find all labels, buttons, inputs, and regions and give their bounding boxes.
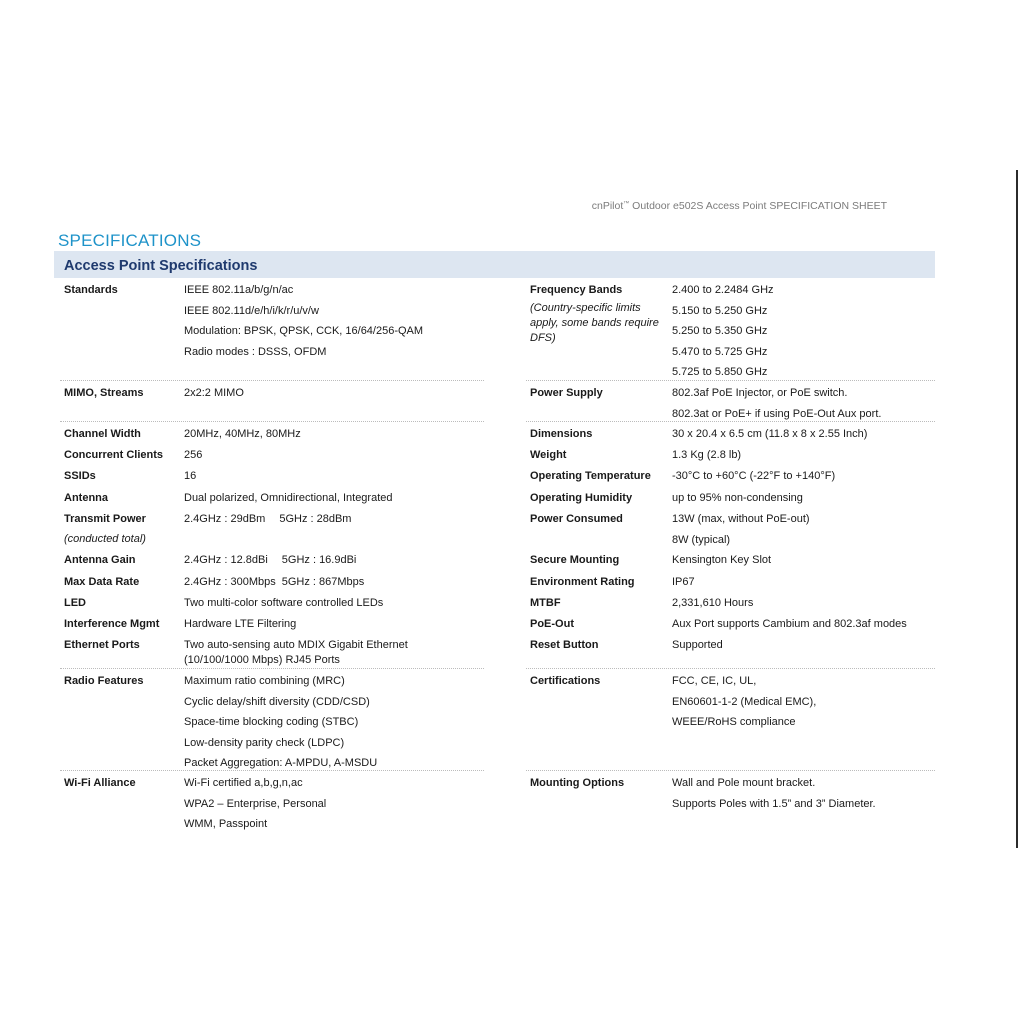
- spec-row-frequency-bands: [530, 280, 935, 383]
- spec-value: 2.400 to 2.2484 GHz: [672, 284, 774, 296]
- spec-value: IEEE 802.11d/e/h/i/k/r/u/v/w: [184, 304, 319, 317]
- spec-value: Dual polarized, Omnidirectional, Integrated: [184, 492, 393, 504]
- spec-value: Wi-Fi certified a,b,g,n,ac: [184, 777, 303, 789]
- spec-value: Supported: [672, 639, 723, 651]
- spec-label: Interference Mgmt: [64, 618, 160, 630]
- spec-label: Weight: [530, 449, 567, 461]
- spec-value: 2.4GHz : 12.8dBi: [184, 554, 268, 566]
- spec-row-operating-humidity: [530, 488, 935, 509]
- spec-label: Power Consumed: [530, 513, 623, 525]
- spec-value: Radio modes : DSSS, OFDM: [184, 345, 327, 358]
- spec-label: Transmit Power: [64, 513, 146, 525]
- spec-label: LED: [64, 597, 86, 609]
- spec-label: SSIDs: [64, 470, 96, 482]
- spec-value: 802.3af PoE Injector, or PoE switch.: [672, 387, 848, 399]
- spec-value: Cyclic delay/shift diversity (CDD/CSD): [184, 695, 370, 708]
- spec-value: Low-density parity check (LDPC): [184, 736, 345, 749]
- spec-row-ethernet: [64, 635, 484, 671]
- spec-row-max-data-rate: [64, 572, 484, 593]
- spec-row-interference: [64, 614, 484, 635]
- spec-value: Two auto-sensing auto MDIX Gigabit Ethernet: [184, 639, 408, 651]
- spec-label: Dimensions: [530, 428, 593, 440]
- spec-value: FCC, CE, IC, UL,: [672, 675, 757, 687]
- header-brand: cnPilot: [591, 200, 624, 212]
- spec-value: 5GHz : 867Mbps: [281, 576, 365, 588]
- band-title: Access Point Specifications: [64, 258, 258, 274]
- spec-row-reset-button: [530, 635, 935, 671]
- spec-row-poe-out: [530, 614, 935, 635]
- spec-row-dimensions: [530, 424, 935, 445]
- spec-row-environment-rating: [530, 572, 935, 593]
- spec-value: -30°C to +60°C (-22°F to +140°F): [672, 470, 836, 482]
- spec-value: 2.4GHz : 300Mbps: [184, 576, 276, 588]
- spec-row-concurrent-clients: [64, 445, 484, 466]
- spec-row-certifications: [530, 671, 935, 773]
- spec-value: 13W (max, without PoE-out): [672, 513, 810, 525]
- section-band: [54, 251, 935, 278]
- spec-row-secure-mounting: [530, 550, 935, 572]
- trademark-mark: ™: [623, 201, 630, 207]
- spec-label: Operating Temperature: [530, 470, 651, 482]
- spec-value: Space-time blocking coding (STBC): [184, 716, 359, 728]
- spec-note: (Country-specific limits apply, some bands require DFS): [530, 301, 659, 344]
- spec-value: Two multi-color software controlled LEDs: [184, 597, 384, 609]
- spec-row-radio-features: [64, 671, 484, 773]
- spec-value: 5.250 to 5.350 GHz: [672, 325, 768, 337]
- spec-row-operating-temperature: [530, 466, 935, 488]
- spec-row-channel-width: [64, 424, 484, 445]
- spec-value: 1.3 Kg (2.8 lb): [672, 449, 742, 461]
- spec-value: 5GHz : 28dBm: [279, 513, 352, 525]
- spec-label: Operating Humidity: [530, 492, 633, 504]
- spec-row-wifi-alliance: [64, 773, 484, 835]
- spec-value: Maximum ratio combining (MRC): [184, 675, 345, 687]
- spec-value: Kensington Key Slot: [672, 554, 772, 566]
- spec-value: Aux Port supports Cambium and 802.3af modes: [672, 618, 907, 630]
- spec-label: Frequency Bands: [530, 284, 623, 296]
- spec-row-transmit-power: [64, 509, 484, 550]
- spec-value: Wall and Pole mount bracket.: [672, 777, 816, 789]
- spec-label: Antenna Gain: [64, 554, 136, 566]
- spec-note: (conducted total): [64, 532, 146, 545]
- spec-column-left: [64, 280, 484, 835]
- spec-label: Radio Features: [64, 675, 144, 687]
- spec-label: Concurrent Clients: [64, 449, 164, 461]
- spec-value: 5.470 to 5.725 GHz: [672, 345, 768, 358]
- spec-label: Antenna: [64, 492, 108, 504]
- spec-label: Channel Width: [64, 428, 141, 440]
- spec-value: 5.150 to 5.250 GHz: [672, 304, 768, 317]
- spec-value: 5GHz : 16.9dBi: [281, 554, 357, 566]
- spec-label: MIMO, Streams: [64, 387, 144, 399]
- spec-row-mtbf: [530, 593, 935, 614]
- spec-value: 20MHz, 40MHz, 80MHz: [184, 428, 301, 440]
- spec-row-mounting-options: [530, 773, 935, 835]
- spec-label: Standards: [64, 284, 118, 296]
- section-title: SPECIFICATIONS: [58, 231, 202, 250]
- spec-label: Power Supply: [530, 387, 603, 399]
- spec-value: 802.3at or PoE+ if using PoE-Out Aux port.: [672, 407, 882, 420]
- spec-label: Environment Rating: [530, 576, 635, 588]
- spec-label: Ethernet Ports: [64, 639, 140, 651]
- spec-row-standards: [64, 280, 484, 383]
- spec-value: up to 95% non-condensing: [672, 492, 803, 504]
- spec-value: Packet Aggregation: A-MPDU, A-MSDU: [184, 757, 378, 769]
- spec-value: 30 x 20.4 x 6.5 cm (11.8 x 8 x 2.55 Inch): [672, 428, 868, 440]
- spec-value: 16: [184, 470, 197, 482]
- spec-value: WMM, Passpoint: [184, 818, 268, 830]
- spec-value: Modulation: BPSK, QPSK, CCK, 16/64/256-QAM: [184, 325, 424, 337]
- spec-label: PoE-Out: [530, 618, 574, 630]
- header-title: Outdoor e502S Access Point SPECIFICATION SHEET: [629, 200, 887, 212]
- spec-value: IEEE 802.11a/b/g/n/ac: [184, 284, 294, 296]
- spec-value: 2,331,610 Hours: [672, 597, 754, 609]
- spec-row-antenna: [64, 488, 484, 509]
- spec-label: Certifications: [530, 675, 601, 687]
- spec-row-antenna-gain: [64, 550, 484, 572]
- spec-row-weight: [530, 445, 935, 466]
- spec-label: Wi-Fi Alliance: [64, 777, 136, 789]
- spec-label: Max Data Rate: [64, 576, 140, 588]
- spec-row-led: [64, 593, 484, 614]
- spec-row-ssids: [64, 466, 484, 488]
- spec-value: (10/100/1000 Mbps) RJ45 Ports: [184, 654, 340, 666]
- spec-row-power-consumed: [530, 509, 935, 550]
- spec-label: Secure Mounting: [530, 554, 620, 566]
- spec-value: 5.725 to 5.850 GHz: [672, 366, 768, 378]
- spec-value: Supports Poles with 1.5” and 3” Diameter.: [672, 797, 876, 810]
- document-header: [560, 200, 887, 212]
- spec-value: WEEE/RoHS compliance: [672, 716, 796, 728]
- spec-value: WPA2 – Enterprise, Personal: [184, 797, 327, 810]
- spec-column-right: [530, 280, 935, 835]
- spec-value: EN60601-1-2 (Medical EMC),: [672, 695, 817, 708]
- spec-label: MTBF: [530, 597, 561, 609]
- spec-row-mimo: [64, 383, 484, 424]
- spec-value: 2x2:2 MIMO: [184, 387, 244, 399]
- spec-label: Reset Button: [530, 639, 599, 651]
- spec-value: IP67: [672, 576, 695, 588]
- spec-value: Hardware LTE Filtering: [184, 618, 297, 630]
- spec-row-power-supply: [530, 383, 935, 424]
- spec-value: 256: [184, 449, 203, 461]
- spec-value: 2.4GHz : 29dBm: [184, 513, 266, 525]
- spec-value: 8W (typical): [672, 533, 731, 546]
- spec-label: Mounting Options: [530, 777, 625, 789]
- page-edge-rule: [1016, 170, 1018, 848]
